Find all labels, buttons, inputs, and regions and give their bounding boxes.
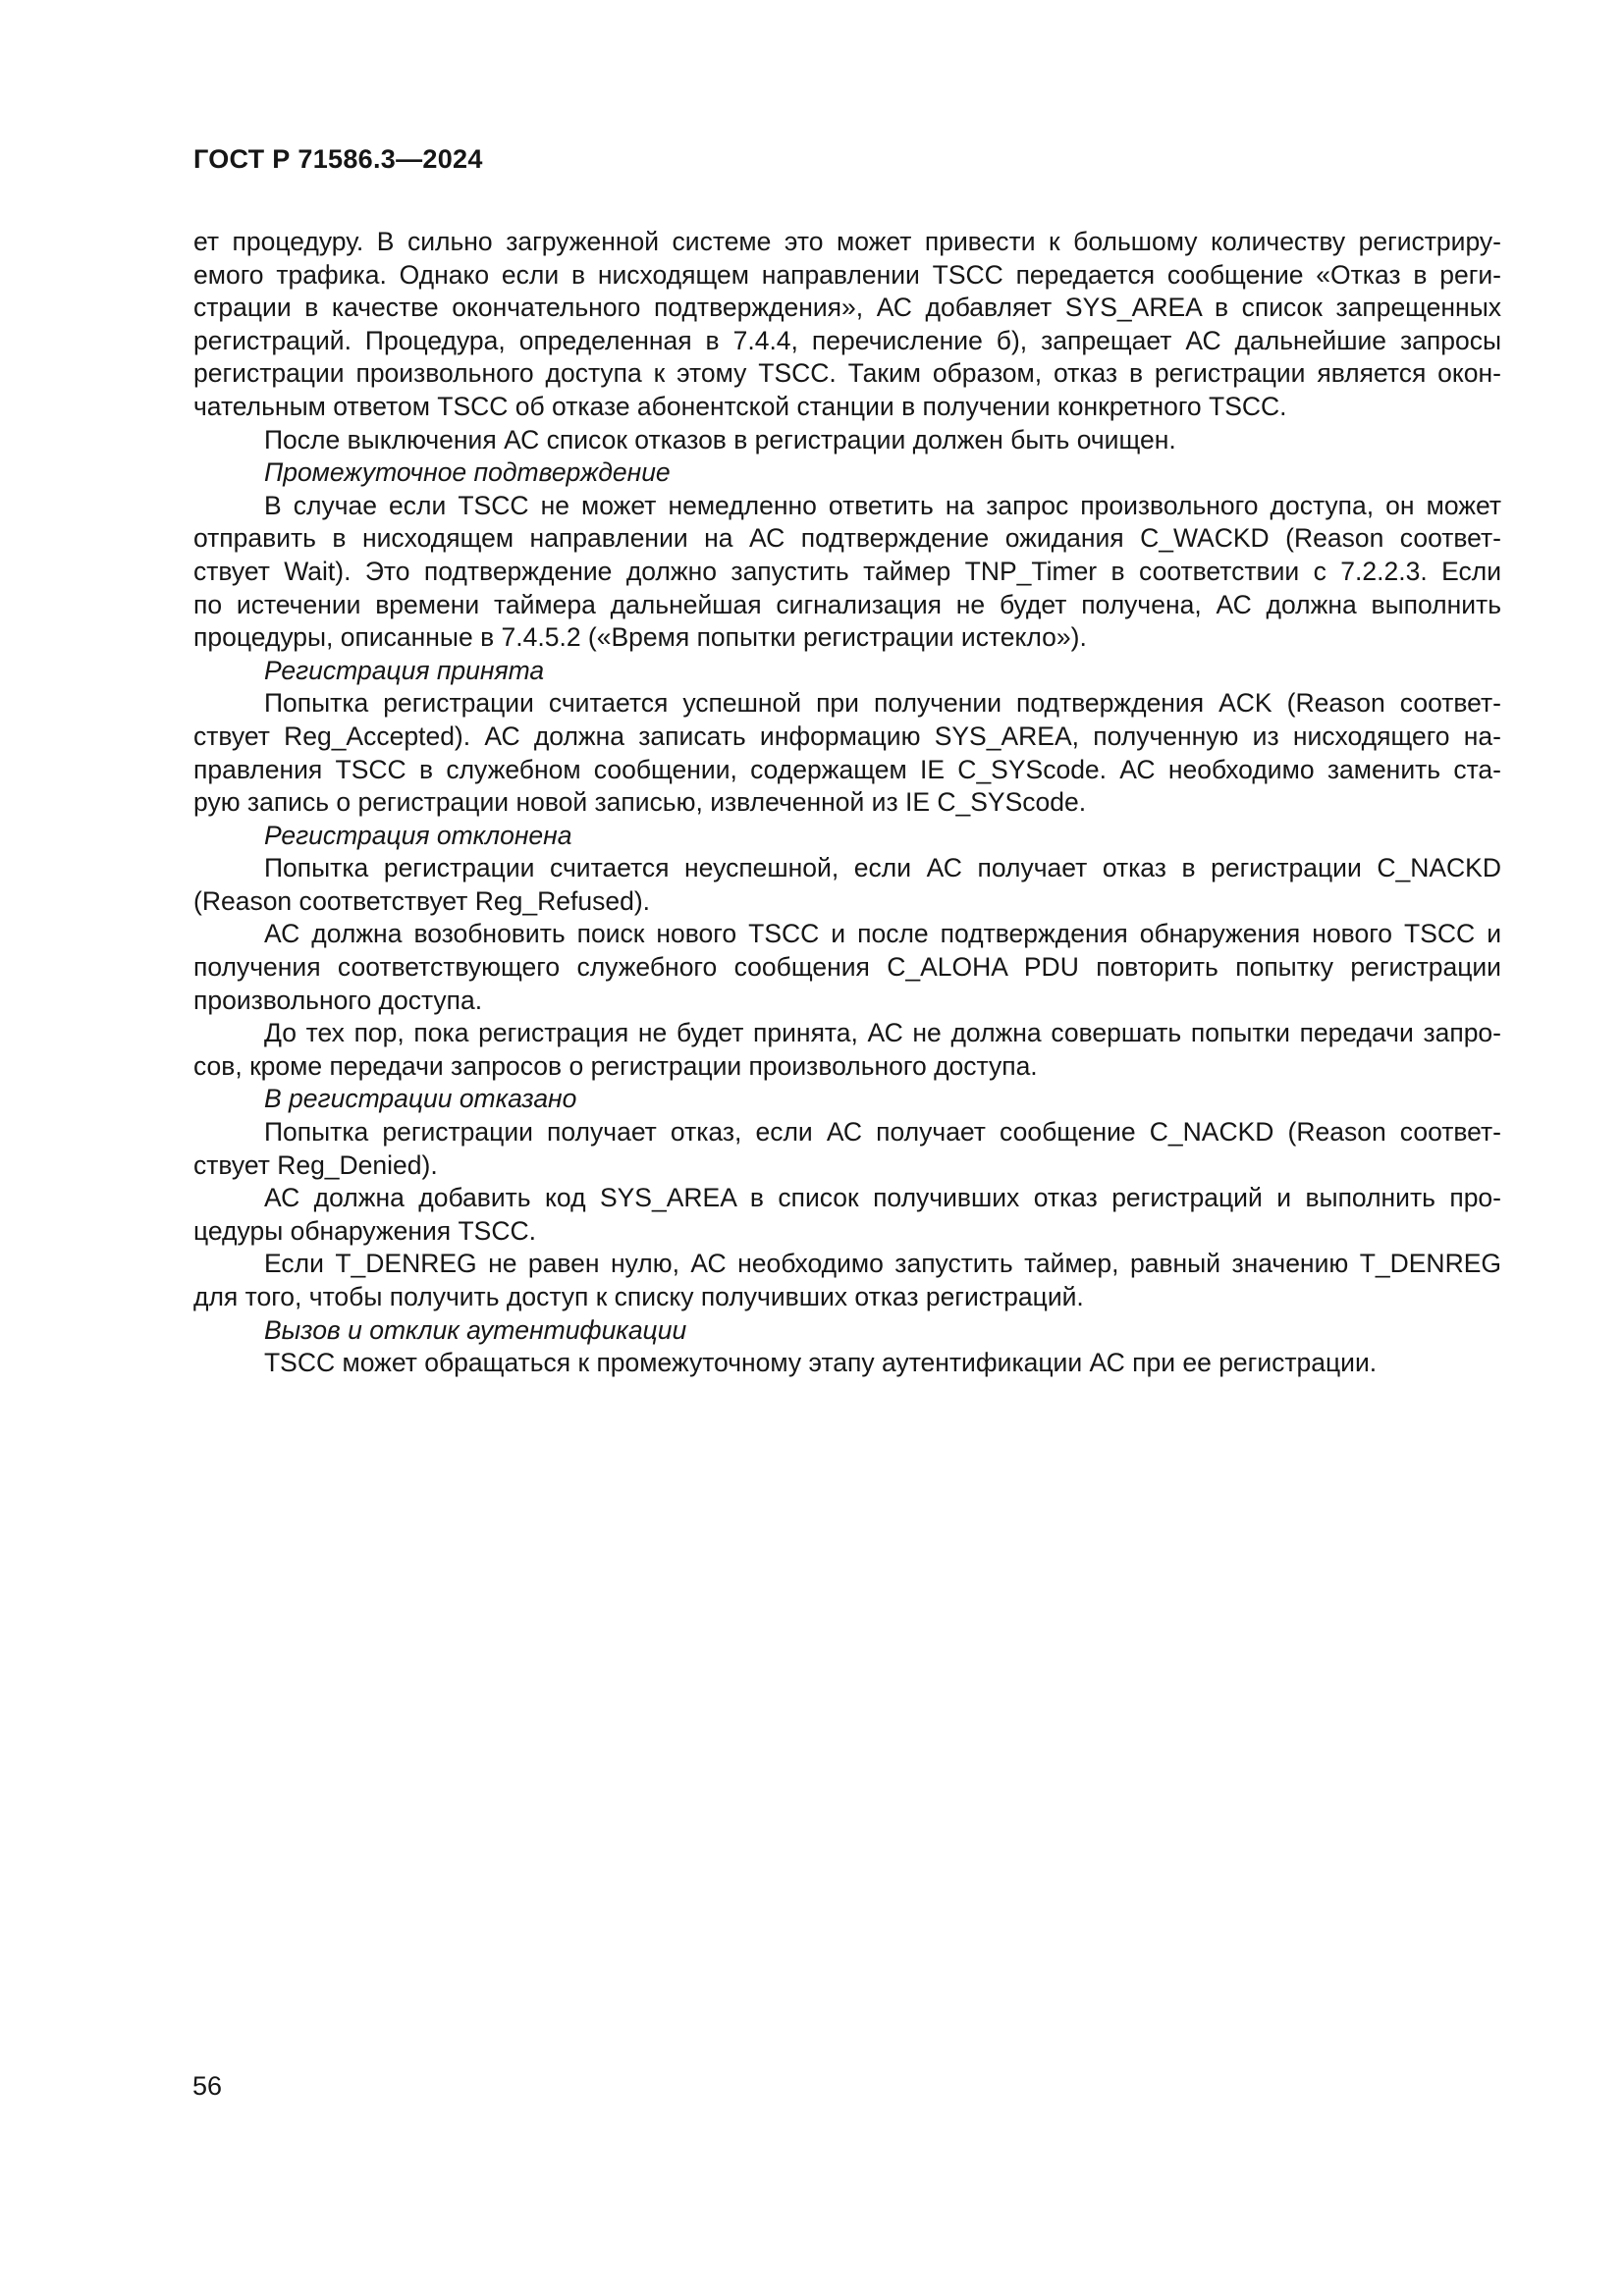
text-line: В случае если TSCC не может немедленно ответить на запрос произвольного доступа, он может	[264, 490, 1501, 520]
paragraph	[193, 918, 1501, 1017]
text-line: сов, кроме передачи запросов о регистрации произвольного доступа.	[193, 1050, 1038, 1081]
paragraph-subheading	[193, 1083, 1501, 1116]
text-line: АС должна добавить код SYS_AREA в список получивших отказ регистраций и выполнить про-	[264, 1183, 1501, 1213]
text-line: (Reason соответствует Reg_Refused).	[193, 885, 651, 916]
text-line: для того, чтобы получить доступ к списку получивших отказ регистраций.	[193, 1282, 1084, 1311]
paragraph-subheading	[193, 1314, 1501, 1348]
text-line: ствует Wait). Это подтверждение должно запустить таймер TNP_Timer в соответствии с 7.2.2.3. Если	[193, 556, 1501, 586]
text-line: правления TSCC в служебном сообщении, содержащем IE C_SYScode. АС необходимо заменить ста-	[193, 754, 1501, 784]
text-line: Регистрация принята	[264, 655, 545, 685]
paragraph	[193, 1017, 1501, 1083]
text-line: TSCC может обращаться к промежуточному этапу аутентификации АС при ее регистрации.	[264, 1348, 1378, 1378]
text-line: После выключения АС список отказов в регистрации должен быть очищен.	[264, 424, 1176, 454]
text-block	[193, 226, 1501, 1380]
text-line: страции в качестве окончательного подтверждения», АС добавляет SYS_AREA в список запрещенных	[193, 293, 1501, 323]
text-line: чательным ответом TSCC об отказе абонентской станции в получении конкретного TSCC.	[193, 391, 1287, 421]
page-number: 56	[192, 2071, 223, 2101]
paragraph	[193, 687, 1501, 819]
paragraph-subheading	[193, 456, 1501, 490]
text-line: ствует Reg_Denied).	[193, 1149, 438, 1180]
paragraph	[193, 1248, 1501, 1313]
text-line: Попытка регистрации получает отказ, если АС получает сообщение C_NACKD (Reason соответ-	[264, 1117, 1501, 1148]
page-header: ГОСТ Р 71586.3—2024	[193, 144, 483, 174]
paragraph	[193, 424, 1501, 457]
text-line: емого трафика. Однако если в нисходящем направлении TSCC передается сообщение «Отказ в реги-	[193, 259, 1501, 290]
text-line: Промежуточное подтверждение	[264, 457, 671, 488]
text-line: Попытка регистрации считается успешной при получении подтверждения ACK (Reason соответ-	[264, 688, 1501, 719]
text-line: ствует Reg_Accepted). АС должна записать информацию SYS_AREA, полученную из нисходящего на-	[193, 721, 1501, 751]
paragraph	[193, 1347, 1501, 1380]
paragraph	[193, 490, 1501, 655]
text-line: отправить в нисходящем направлении на АС подтверждение ожидания C_WACKD (Reason соответ-	[193, 523, 1501, 554]
text-line: До тех пор, пока регистрация не будет принята, АС не должна совершать попытки передачи запро-	[264, 1018, 1501, 1048]
paragraph	[193, 1182, 1501, 1248]
text-line: АС должна возобновить поиск нового TSCC и после подтверждения обнаружения нового TSCC и	[264, 919, 1501, 949]
text-line: Попытка регистрации считается неуспешной, если АС получает отказ в регистрации C_NACKD	[264, 853, 1501, 883]
text-line: Если T_DENREG не равен нулю, АС необходимо запустить таймер, равный значению T_DENREG	[264, 1249, 1501, 1279]
text-line: Регистрация отклонена	[264, 820, 572, 850]
text-line: Вызов и отклик аутентификации	[264, 1314, 687, 1345]
paragraph	[193, 1116, 1501, 1182]
text-line: получения соответствующего служебного сообщения C_ALOHA PDU повторить попытку регистрации	[193, 952, 1501, 983]
text-line: цедуры обнаружения TSCC.	[193, 1215, 536, 1246]
paragraph-subheading	[193, 655, 1501, 688]
paragraph	[193, 226, 1501, 424]
text-line: произвольного доступа.	[193, 985, 483, 1015]
text-line: процедуры, описанные в 7.4.5.2 («Время попытки регистрации истекло»).	[193, 622, 1087, 653]
text-line: по истечении времени таймера дальнейшая сигнализация не будет получена, АС должна выполнить	[193, 589, 1501, 619]
text-line: регистрации произвольного доступа к этому TSCC. Таким образом, отказ в регистрации является окон-	[193, 358, 1501, 389]
text-line: рую запись о регистрации новой записью, извлеченной из IE C_SYScode.	[193, 787, 1087, 818]
text-line: ет процедуру. В сильно загруженной системе это может привести к большому количеству регистриру-	[193, 227, 1501, 256]
paragraph	[193, 852, 1501, 918]
text-line: В регистрации отказано	[264, 1084, 577, 1114]
paragraph-subheading	[193, 820, 1501, 853]
text-line: регистраций. Процедура, определенная в 7.4.4, перечисление б), запрещает АС дальнейшие запросы	[193, 325, 1501, 355]
